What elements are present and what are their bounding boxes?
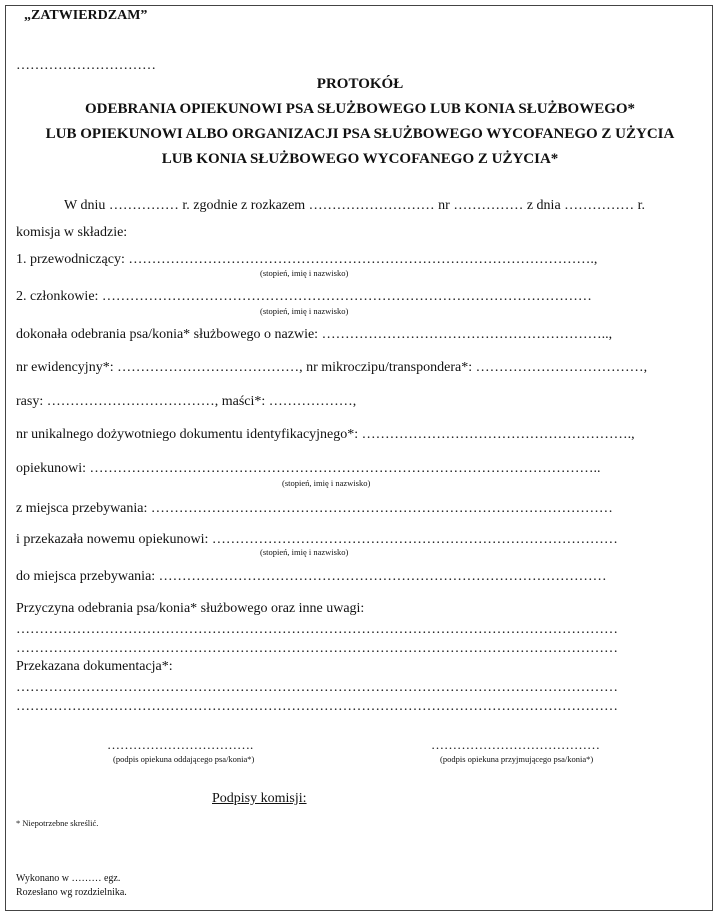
registration-field: nr ewidencyjny*: …………………………………, nr mikroczipu/transpondera*: ………………………………, <box>16 360 648 375</box>
reason-dots-line-1: ………………………………………………………………………………………………………………… <box>16 622 618 637</box>
commission-signatures-heading: Podpisy komisji: <box>212 791 307 806</box>
date-line: W dniu …………… r. zgodnie z rozkazem ……………………… nr …………… z dnia …………… r. <box>64 198 646 213</box>
approval-signature-dots: ………………………… <box>16 58 156 73</box>
documentation-dots-line-2: ………………………………………………………………………………………………………………… <box>16 699 618 714</box>
distribution-note: Rozesłano wg rozdzielnika. <box>16 887 127 898</box>
title-line-2: ODEBRANIA OPIEKUNOWI PSA SŁUŻBOWEGO LUB KONIA SŁUŻBOWEGO* <box>84 101 636 117</box>
new-guardian-caption: (stopień, imię i nazwisko) <box>260 547 349 557</box>
documentation-dots-line-1: ………………………………………………………………………………………………………………… <box>16 680 618 695</box>
document-number-field: nr unikalnego dożywotniego dokumentu identyfikacyjnego*: …………………………………………………., <box>16 427 635 442</box>
right-signature-dots: ………………………………… <box>431 737 600 752</box>
right-signature-caption: (podpis opiekuna przyjmującego psa/konia*) <box>440 754 594 764</box>
guardian-field: opiekunowi: ……………………………………………………………………………………………….. <box>16 461 601 476</box>
animal-name-field: dokonała odebrania psa/konia* służbowego o nazwie: …………………………………………………….., <box>16 327 613 342</box>
chair-field: 1. przewodniczący: ………………………………………………………………………………………., <box>16 252 598 267</box>
commission-label: komisja w składzie: <box>16 225 128 240</box>
title-protocol: PROTOKÓŁ <box>316 76 404 92</box>
documentation-label: Przekazana dokumentacja*: <box>16 659 173 674</box>
title-line-4: LUB KONIA SŁUŻBOWEGO WYCOFANEGO Z UŻYCIA* <box>161 151 559 167</box>
approval-header: „ZATWIERDZAM” <box>24 8 148 23</box>
reason-label: Przyczyna odebrania psa/konia* służbowego oraz inne uwagi: <box>16 601 365 616</box>
left-signature-caption: (podpis opiekuna oddającego psa/konia*) <box>113 754 255 764</box>
breed-field: rasy: ………………………………, maści*: ………………, <box>16 394 357 409</box>
reason-dots-line-2: ………………………………………………………………………………………………………………… <box>16 641 618 656</box>
to-place-field: do miejsca przebywania: …………………………………………………………………………………… <box>16 569 607 584</box>
chair-caption: (stopień, imię i nazwisko) <box>260 268 349 278</box>
from-place-field: z miejsca przebywania: ……………………………………………………………………………………… <box>16 501 613 516</box>
footnote: * Niepotrzebne skreślić. <box>16 818 99 828</box>
guardian-caption: (stopień, imię i nazwisko) <box>282 478 371 488</box>
members-caption: (stopień, imię i nazwisko) <box>260 306 349 316</box>
title-line-3: LUB OPIEKUNOWI ALBO ORGANIZACJI PSA SŁUŻBOWEGO WYCOFANEGO Z UŻYCIA <box>45 126 675 142</box>
members-field: 2. członkowie: …………………………………………………………………………………………… <box>16 289 592 304</box>
copies-note: Wykonano w ……… egz. <box>16 873 121 884</box>
left-signature-dots: ……………………………. <box>107 737 254 752</box>
new-guardian-field: i przekazała nowemu opiekunowi: …………………………………………………………………………… <box>16 532 618 547</box>
